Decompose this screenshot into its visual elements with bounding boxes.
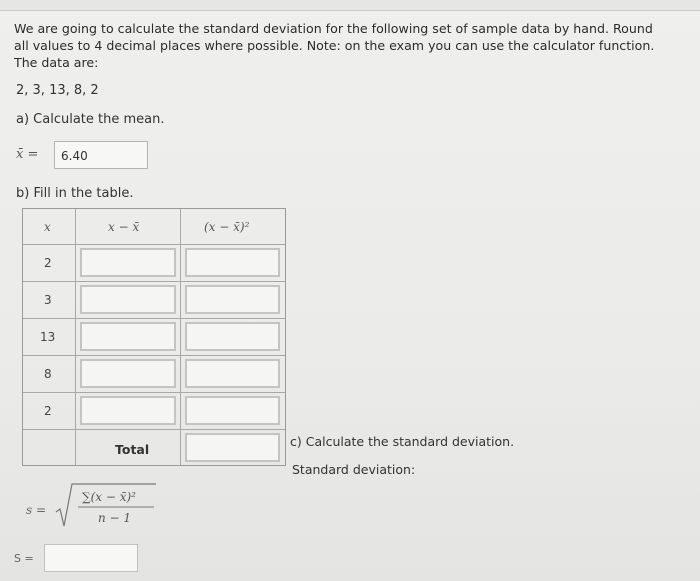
row-1-deviation-input[interactable] [80, 248, 176, 277]
row-3-deviation-input[interactable] [80, 322, 176, 351]
formula-denominator: n − 1 [98, 511, 132, 525]
part-c-label: c) Calculate the standard deviation. [290, 434, 515, 449]
row-3-x: 13 [40, 330, 56, 344]
row-2-squared-input[interactable] [185, 285, 280, 314]
row-5-deviation-input[interactable] [80, 396, 176, 425]
table-hline-5 [23, 392, 285, 393]
row-4-deviation-input[interactable] [80, 359, 176, 388]
formula-numerator: ∑(x − x̄)² [82, 490, 136, 504]
table-vline-2 [180, 209, 181, 465]
part-b-label: b) Fill in the table. [16, 186, 134, 201]
top-border [0, 0, 700, 11]
row-3-squared-input[interactable] [185, 322, 280, 351]
mean-symbol: x̄ = [16, 147, 39, 162]
row-2-deviation-input[interactable] [80, 285, 176, 314]
row-2-x: 3 [44, 293, 52, 307]
header-x: x [44, 220, 51, 234]
row-5-squared-input[interactable] [185, 396, 280, 425]
sd-formula [26, 482, 166, 532]
sd-label: Standard deviation: [292, 462, 416, 477]
instructions-text: We are going to calculate the standard deviation for the following set of sample data by hand. Round all values to 4 decimal places where possible. Note: on the exam you can use the calculator function. The data are: [14, 21, 655, 70]
table-hline-1 [23, 244, 285, 245]
table-hline-6 [23, 429, 285, 430]
row-1-squared-input[interactable] [185, 248, 280, 277]
table-hline-4 [23, 355, 285, 356]
row-1-x: 2 [44, 256, 52, 270]
table-hline-3 [23, 318, 285, 319]
table-vline-1 [75, 209, 76, 465]
header-deviation: x − x̄ [108, 220, 140, 234]
sd-answer-input[interactable] [44, 544, 138, 572]
total-label: Total [115, 442, 150, 457]
table-hline-2 [23, 281, 285, 282]
mean-input[interactable]: 6.40 [54, 141, 148, 169]
answer-label: S = [14, 552, 34, 565]
data-values: 2, 3, 13, 8, 2 [16, 83, 99, 98]
header-squared-deviation: (x − x̄)² [204, 220, 250, 234]
formula-s: s = [26, 503, 47, 517]
row-4-squared-input[interactable] [185, 359, 280, 388]
total-squared-input[interactable] [185, 433, 280, 462]
row-5-x: 2 [44, 404, 52, 418]
part-a-label: a) Calculate the mean. [16, 112, 165, 127]
row-4-x: 8 [44, 367, 52, 381]
